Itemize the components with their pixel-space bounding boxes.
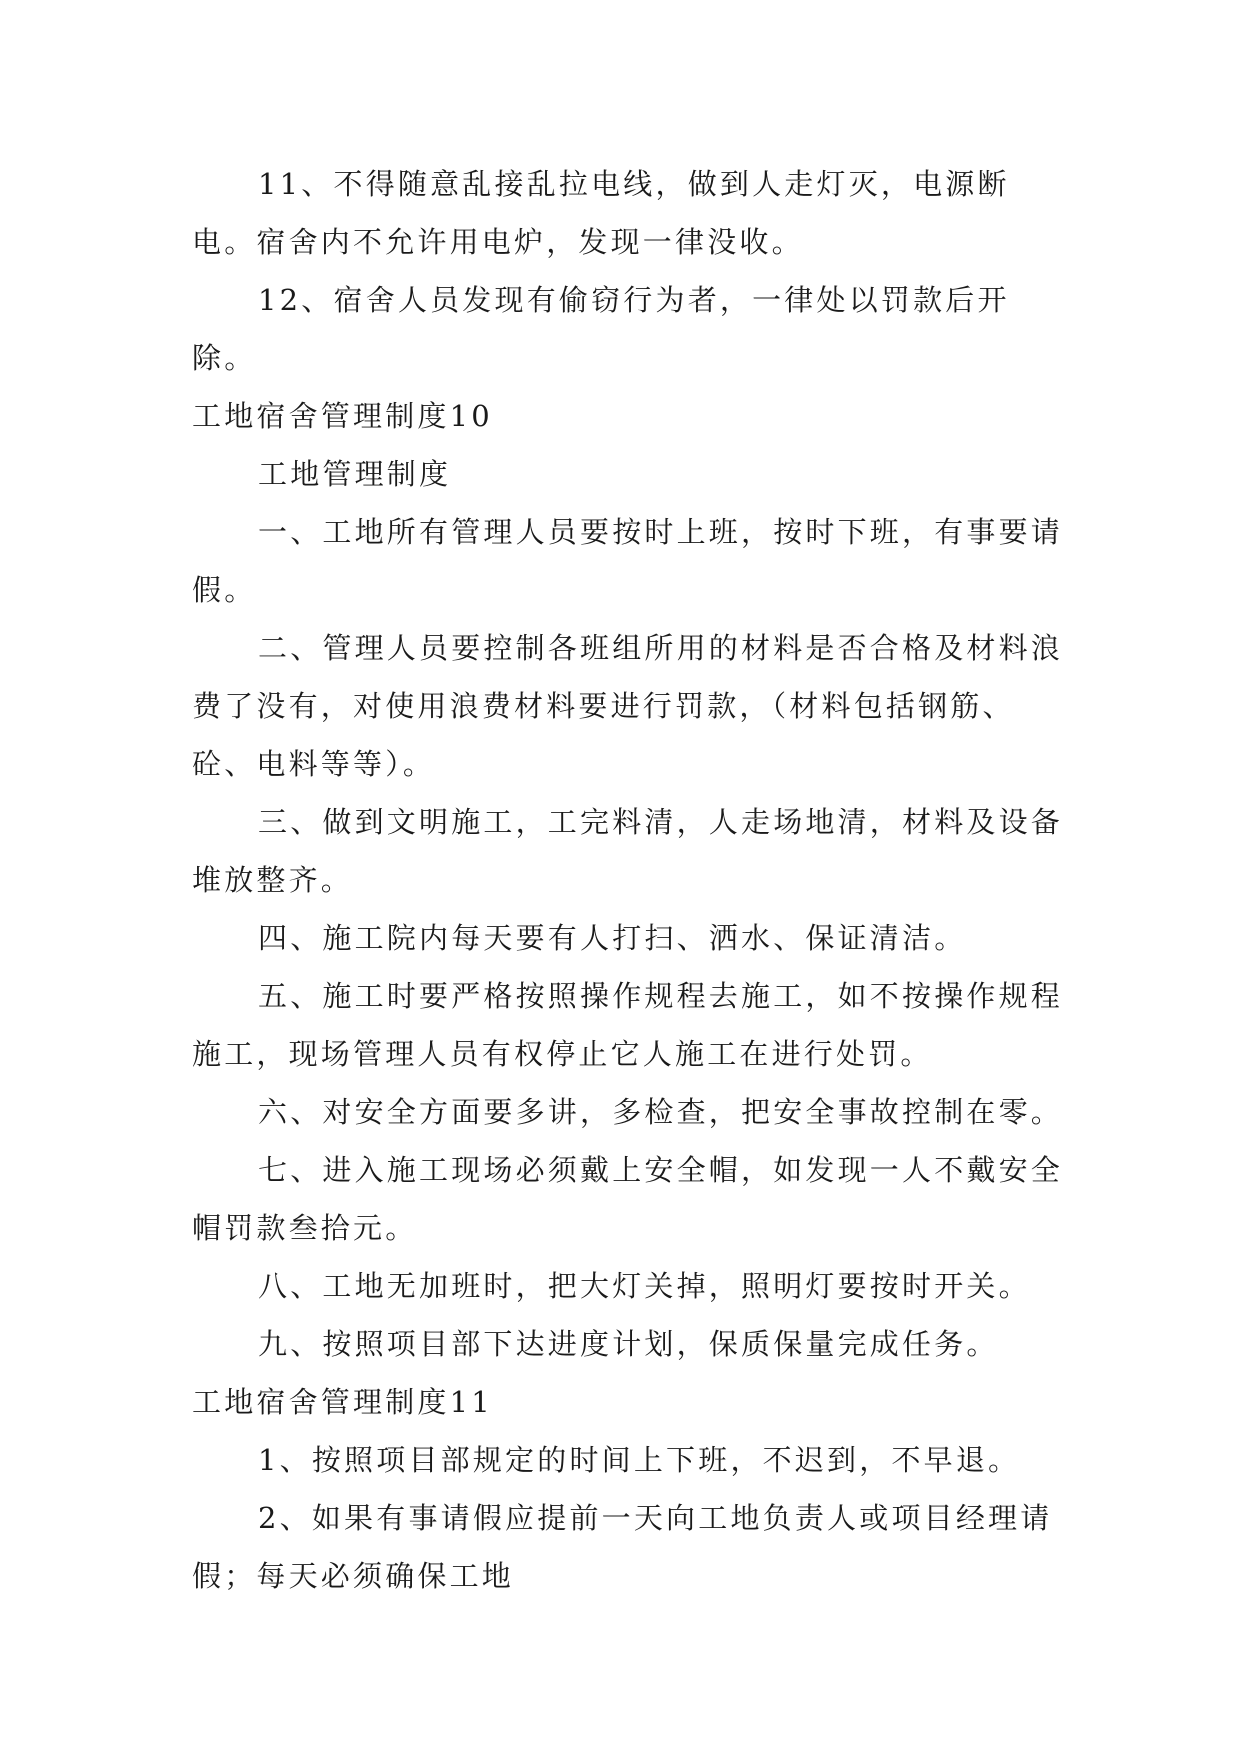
section-subtitle: 工地管理制度 [258, 457, 452, 491]
paragraph-item-5: 五、施工时要严格按照操作规程去施工，如不按操作规程施工，现场管理人员有权停止它人施工在进行处罚。 [192, 979, 1064, 1071]
paragraph-rule-1: 1、按照项目部规定的时间上下班，不迟到，不早退。 [258, 1443, 1021, 1477]
paragraph-item-4: 四、施工院内每天要有人打扫、洒水、保证清洁。 [258, 921, 967, 955]
section-heading-11: 工地宿舍管理制度11 [192, 1385, 493, 1419]
paragraph-item-1: 一、工地所有管理人员要按时上班，按时下班，有事要请假。 [192, 515, 1064, 607]
paragraph-item-3: 三、做到文明施工，工完料清，人走场地清，材料及设备堆放整齐。 [192, 805, 1064, 897]
paragraph-item-9: 九、按照项目部下达进度计划，保质保量完成任务。 [258, 1327, 999, 1361]
paragraph-item-2: 二、管理人员要控制各班组所用的材料是否合格及材料浪费了没有，对使用浪费材料要进行罚款，（材料包括钢筋、砼、电料等等）。 [192, 631, 1064, 781]
paragraph-item-8: 八、工地无加班时，把大灯关掉，照明灯要按时开关。 [258, 1269, 1031, 1303]
paragraph-item-6: 六、对安全方面要多讲，多检查，把安全事故控制在零。 [258, 1095, 1064, 1129]
paragraph-rule-12: 12、宿舍人员发现有偷窃行为者，一律处以罚款后开除。 [192, 283, 1010, 375]
document-body [192, 155, 1064, 1605]
paragraph-rule-11: 11、不得随意乱接乱拉电线，做到人走灯灭，电源断电。宿舍内不允许用电炉，发现一律没收。 [192, 167, 1010, 259]
section-heading-10: 工地宿舍管理制度10 [192, 399, 493, 433]
paragraph-rule-2: 2、如果有事请假应提前一天向工地负责人或项目经理请假；每天必须确保工地 [192, 1501, 1053, 1593]
paragraph-item-7: 七、进入施工现场必须戴上安全帽，如发现一人不戴安全帽罚款叁拾元。 [192, 1153, 1064, 1245]
